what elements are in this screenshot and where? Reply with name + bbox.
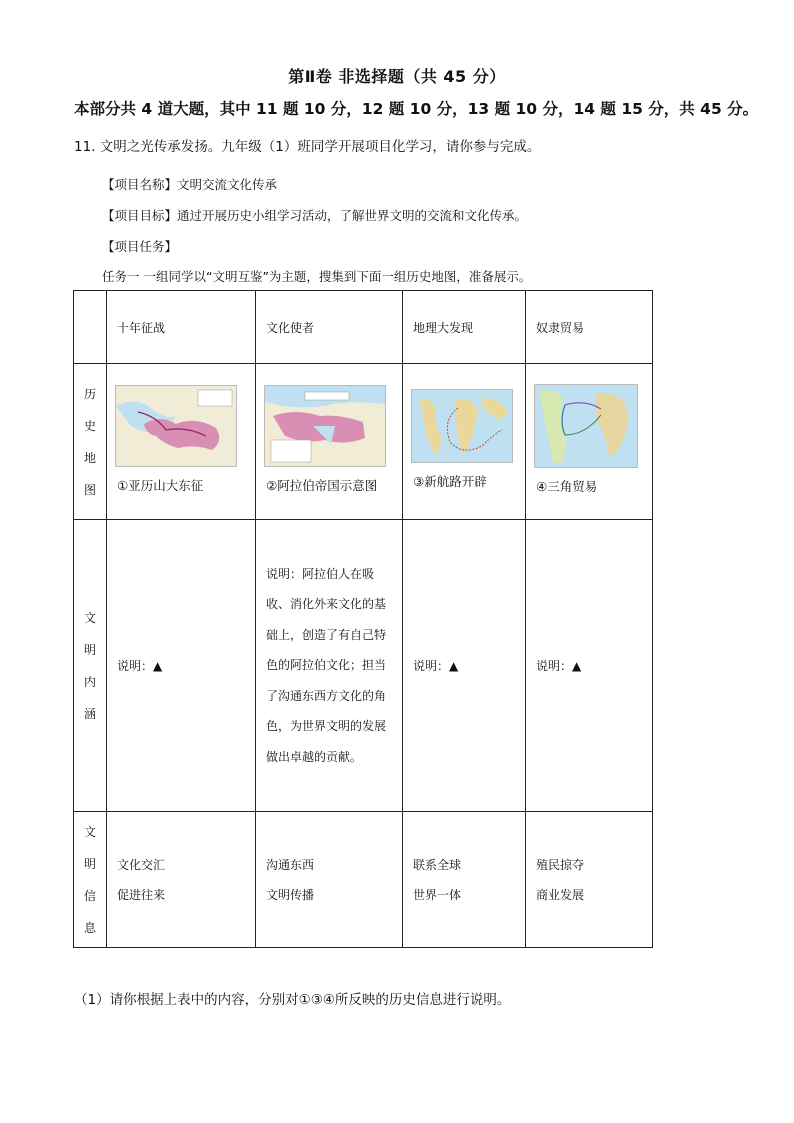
row-label-info: 文 明 信 息: [74, 812, 107, 948]
project-goal: 【项目目标】通过开展历史小组学习活动，了解世界文明的交流和文化传承。: [102, 208, 528, 223]
project-name: 【项目名称】文明交流文化传承: [102, 177, 278, 192]
column-header: 十年征战: [107, 291, 256, 364]
table-row-info: [74, 812, 653, 948]
new-sea-routes-map: [411, 389, 513, 463]
triangle-trade-map: [534, 384, 638, 468]
column-header: 文化使者: [256, 291, 403, 364]
column-header: 奴隶贸易: [526, 291, 653, 364]
task-one: 任务一 一组同学以“文明互鉴”为主题，搜集到下面一组历史地图，准备展示。: [102, 269, 532, 284]
answer-blank: 说明：▲: [526, 520, 653, 812]
answer-blank: 说明：▲: [403, 520, 526, 812]
section-instructions: 本部分共 4 道大题，其中 11 题 10 分，12 题 10 分，13 题 10 分，14 题 15 分，共 45 分。: [74, 100, 759, 118]
arab-empire-map: [264, 385, 386, 467]
map-caption: ④三角贸易: [536, 478, 598, 494]
corner-cell: [74, 291, 107, 364]
civilization-table: [73, 290, 653, 948]
row-label-maps: 历 史 地 图: [74, 364, 107, 520]
info-cell: 沟通东西 文明传播: [256, 812, 403, 948]
info-cell: 殖民掠夺 商业发展: [526, 812, 653, 948]
table-row-maps: [74, 364, 653, 520]
row-label-content: 文 明 内 涵: [74, 520, 107, 812]
project-task: 【项目任务】: [102, 239, 178, 254]
map-caption: ②阿拉伯帝国示意图: [266, 477, 378, 493]
map-cell-alexander: [107, 364, 256, 520]
info-cell: 文化交汇 促进往来: [107, 812, 256, 948]
alexander-campaign-map: [115, 385, 237, 467]
section-title: 第Ⅱ卷 非选择题（共 45 分）: [288, 67, 506, 86]
map-caption: ①亚历山大东征: [117, 477, 204, 493]
table-row-content: [74, 520, 653, 812]
table-header-row: [74, 291, 653, 364]
map-caption: ③新航路开辟: [413, 473, 487, 489]
column-header: 地理大发现: [403, 291, 526, 364]
map-cell-arab: [256, 364, 403, 520]
answer-blank: 说明：▲: [107, 520, 256, 812]
info-cell: 联系全球 世界一体: [403, 812, 526, 948]
map-cell-new-routes: [403, 364, 526, 520]
subquestion-1: （1）请你根据上表中的内容，分别对①③④所反映的历史信息进行说明。: [74, 992, 511, 1008]
arab-description: 说明：阿拉伯人在吸收、消化外来文化的基础上，创造了有自己特色的阿拉伯文化；担当了沟通东西方文化的角色，为世界文明的发展做出卓越的贡献。: [256, 520, 403, 812]
question-stem: 11. 文明之光传承发扬。九年级（1）班同学开展项目化学习，请你参与完成。: [74, 139, 541, 155]
map-cell-triangle-trade: [526, 364, 653, 520]
